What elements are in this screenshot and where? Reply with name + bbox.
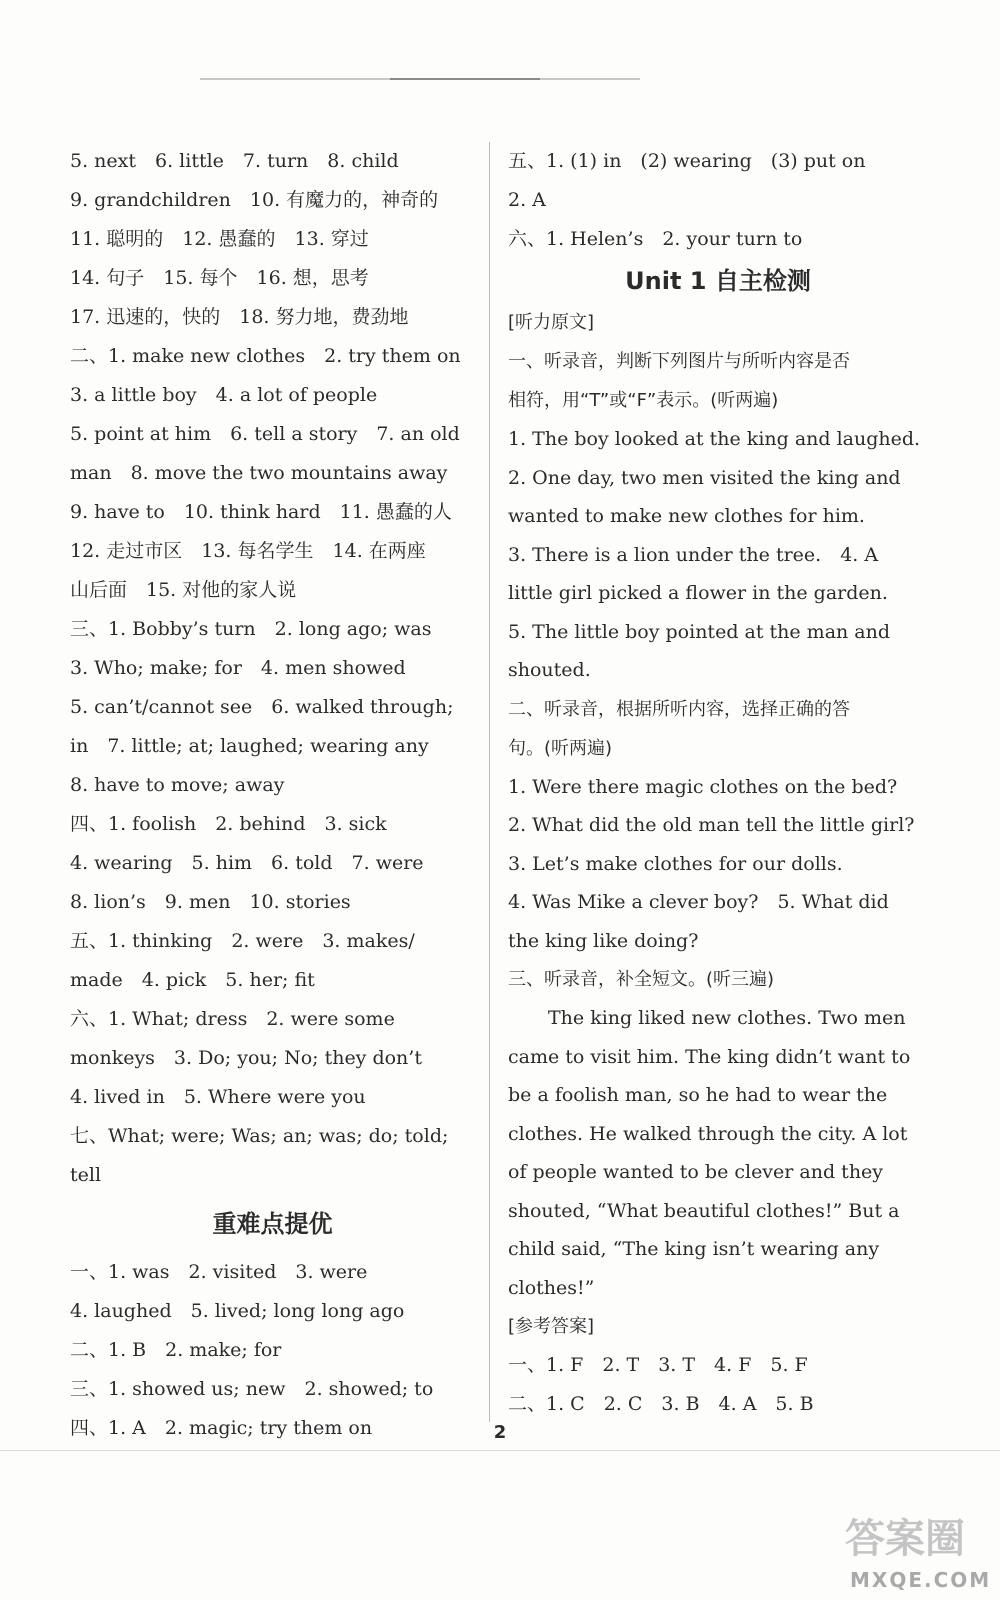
listening-script-label: [听力原文] xyxy=(508,312,595,333)
answer-line: 五、1. thinking 2. were 3. makes/ xyxy=(70,930,415,952)
part3-title: 三、听录音，补全短文。(听三遍) xyxy=(508,969,775,990)
answer-line: 四、1. foolish 2. behind 3. sick xyxy=(70,813,387,835)
answer-line: 一、1. was 2. visited 3. were xyxy=(70,1261,368,1283)
answer-line: 二、1. C 2. C 3. B 4. A 5. B xyxy=(508,1393,814,1415)
answer-line: 9. grandchildren 10. 有魔力的，神奇的 xyxy=(70,189,439,211)
passage-line: child said, “The king isn’t wearing any xyxy=(508,1238,880,1260)
part2-title-line: 二、听录音，根据所听内容，选择正确的答 xyxy=(508,698,850,720)
script-line: wanted to make new clothes for him. xyxy=(508,505,865,527)
answer-line: made 4. pick 5. her; fit xyxy=(70,969,315,991)
answer-line: 14. 句子 15. 每个 16. 想，思考 xyxy=(70,267,369,289)
script-line: 1. The boy looked at the king and laughed. xyxy=(508,428,921,450)
passage-line: came to visit him. The king didn’t want to xyxy=(508,1045,911,1068)
answer-line: 六、1. Helen’s 2. your turn to xyxy=(508,228,803,250)
column-divider xyxy=(489,142,490,1422)
passage-line: clothes!” xyxy=(508,1276,595,1299)
passage-line: The king liked new clothes. Two men xyxy=(548,1007,906,1029)
answer-line: man 8. move the two mountains away xyxy=(70,462,448,484)
answer-line: 二、1. B 2. make; for xyxy=(70,1339,282,1361)
passage-line: shouted, “What beautiful clothes!” But a xyxy=(508,1199,900,1222)
part1-title-line: 相符，用“T”或“F”表示。(听两遍) xyxy=(508,390,779,411)
script-line: 2. One day, two men visited the king and xyxy=(508,466,901,489)
answer-line: 七、What; were; Was; an; was; do; told; xyxy=(70,1125,449,1147)
answer-line: 山后面 15. 对他的家人说 xyxy=(70,579,297,601)
script-line: 2. What did the old man tell the little girl? xyxy=(508,814,915,836)
answer-line: 12. 走过市区 13. 每名学生 14. 在两座 xyxy=(70,540,426,562)
answer-line: 3. a little boy 4. a lot of people xyxy=(70,384,378,406)
watermark-url: MXQE.COM xyxy=(850,1568,992,1592)
answer-line: tell xyxy=(70,1164,102,1186)
answer-line: 一、1. F 2. T 3. T 4. F 5. F xyxy=(508,1354,808,1376)
left-column xyxy=(70,142,475,1448)
answer-line: 5. can’t/cannot see 6. walked through; xyxy=(70,696,454,718)
script-line: 5. The little boy pointed at the man and xyxy=(508,620,891,643)
answer-line: 4. lived in 5. Where were you xyxy=(70,1086,366,1108)
bottom-rule xyxy=(0,1450,1000,1451)
answer-line: 四、1. A 2. magic; try them on xyxy=(70,1417,373,1439)
script-line: 3. There is a lion under the tree. 4. A xyxy=(508,543,879,566)
passage-line: be a foolish man, so he had to wear the xyxy=(508,1084,888,1106)
script-line: the king like doing? xyxy=(508,929,699,952)
answer-line: 5. point at him 6. tell a story 7. an old xyxy=(70,423,460,445)
answer-line: 5. next 6. little 7. turn 8. child xyxy=(70,150,399,172)
script-line: shouted. xyxy=(508,659,591,681)
answer-line: 六、1. What; dress 2. were some xyxy=(70,1008,395,1030)
answer-line: in 7. little; at; laughed; wearing any xyxy=(70,735,429,757)
right-column xyxy=(508,142,928,1424)
answer-line: 4. wearing 5. him 6. told 7. were xyxy=(70,852,424,874)
answer-line: 2. A xyxy=(508,189,546,211)
answer-line: 3. Who; make; for 4. men showed xyxy=(70,657,406,679)
passage-line: clothes. He walked through the city. A lot xyxy=(508,1122,908,1145)
key-points-answers xyxy=(70,1253,475,1448)
script-line: 4. Was Mike a clever boy? 5. What did xyxy=(508,891,889,913)
answer-line: 11. 聪明的 12. 愚蠢的 13. 穿过 xyxy=(70,228,369,250)
part2-title-line: 句。(听两遍) xyxy=(508,737,613,759)
answer-line: 三、1. Bobby’s turn 2. long ago; was xyxy=(70,618,432,640)
top-rule-accent xyxy=(390,78,540,80)
answer-line: 9. have to 10. think hard 11. 愚蠢的人 xyxy=(70,501,452,523)
script-line: little girl picked a flower in the garden. xyxy=(508,582,888,604)
script-line: 1. Were there magic clothes on the bed? xyxy=(508,775,898,798)
unit-test-heading: Unit 1 自主检测 xyxy=(625,267,811,295)
answer-line: 五、1. (1) in (2) wearing (3) put on xyxy=(508,150,866,172)
answer-line: 二、1. make new clothes 2. try them on xyxy=(70,345,461,367)
answer-line: 8. lion’s 9. men 10. stories xyxy=(70,891,351,913)
part1-title-line: 一、听录音，判断下列图片与所听内容是否 xyxy=(508,351,850,372)
answer-line: 4. laughed 5. lived; long long ago xyxy=(70,1300,405,1322)
answer-line: 三、1. showed us; new 2. showed; to xyxy=(70,1378,434,1400)
reference-answer-label: [参考答案] xyxy=(508,1316,595,1337)
answer-line: monkeys 3. Do; you; No; they don’t xyxy=(70,1047,422,1069)
section-heading-key-points: 重难点提优 xyxy=(212,1210,333,1238)
left-answer-block xyxy=(70,142,475,1195)
script-line: 3. Let’s make clothes for our dolls. xyxy=(508,852,843,875)
passage-line: of people wanted to be clever and they xyxy=(508,1161,884,1183)
answer-line: 8. have to move; away xyxy=(70,774,285,796)
answer-line: 17. 迅速的，快的 18. 努力地，费劲地 xyxy=(70,306,409,328)
watermark-logo-text: 答案圈 xyxy=(845,1516,965,1562)
page-number: 2 xyxy=(493,1422,507,1443)
